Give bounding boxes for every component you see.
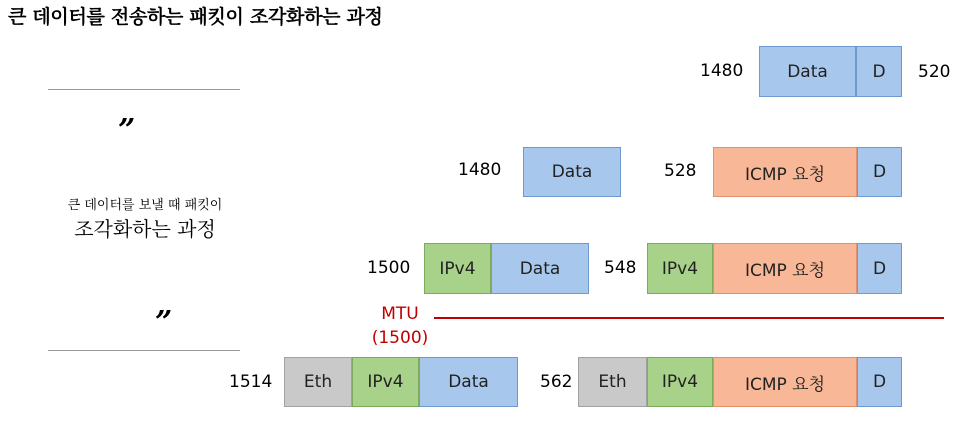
divider-bottom [48,350,240,351]
row2-d-block: D [857,147,902,197]
row4-eth-block: Eth [284,357,352,407]
row2-size-first: 1480 [458,160,502,180]
row2-size-second: 528 [664,161,697,181]
row1-data-block: Data [759,46,856,97]
row4-ipv4-block: IPv4 [352,357,419,407]
mtu-label: MTU [381,304,419,324]
mtu-value: (1500) [371,328,429,348]
row2-data-block: Data [523,147,621,197]
row1-size-second: 520 [918,62,951,82]
row4-eth-block-b: Eth [578,357,647,407]
row4-size-first: 1514 [229,372,273,392]
row1-size-first: 1480 [700,61,744,81]
row4-d-block: D [857,357,902,407]
row3-ipv4-block: IPv4 [424,243,491,294]
divider-top [48,89,240,90]
row4-ipv4-block-b: IPv4 [647,357,713,407]
row3-data-block: Data [491,243,589,294]
row4-data-block: Data [419,357,518,407]
row4-icmp-block: ICMP 요청 [713,357,857,407]
row3-size-second: 548 [604,258,637,278]
row3-ipv4-block-b: IPv4 [647,243,713,294]
row2-icmp-block: ICMP 요청 [713,147,857,197]
subtitle-large: 조각화하는 과정 [74,217,216,241]
row3-size-first: 1500 [367,258,411,278]
quote-mark-top: ” [118,113,136,148]
subtitle-small: 큰 데이터를 보낼 때 패킷이 [67,198,223,213]
row4-size-second: 562 [540,372,573,392]
quote-mark-bottom: ” [155,305,173,340]
page-title: 큰 데이터를 전송하는 패킷이 조각화하는 과정 [8,6,383,28]
row3-d-block: D [857,243,902,294]
mtu-line [434,317,944,319]
row3-icmp-block: ICMP 요청 [713,243,857,294]
row1-d-block: D [856,46,902,97]
